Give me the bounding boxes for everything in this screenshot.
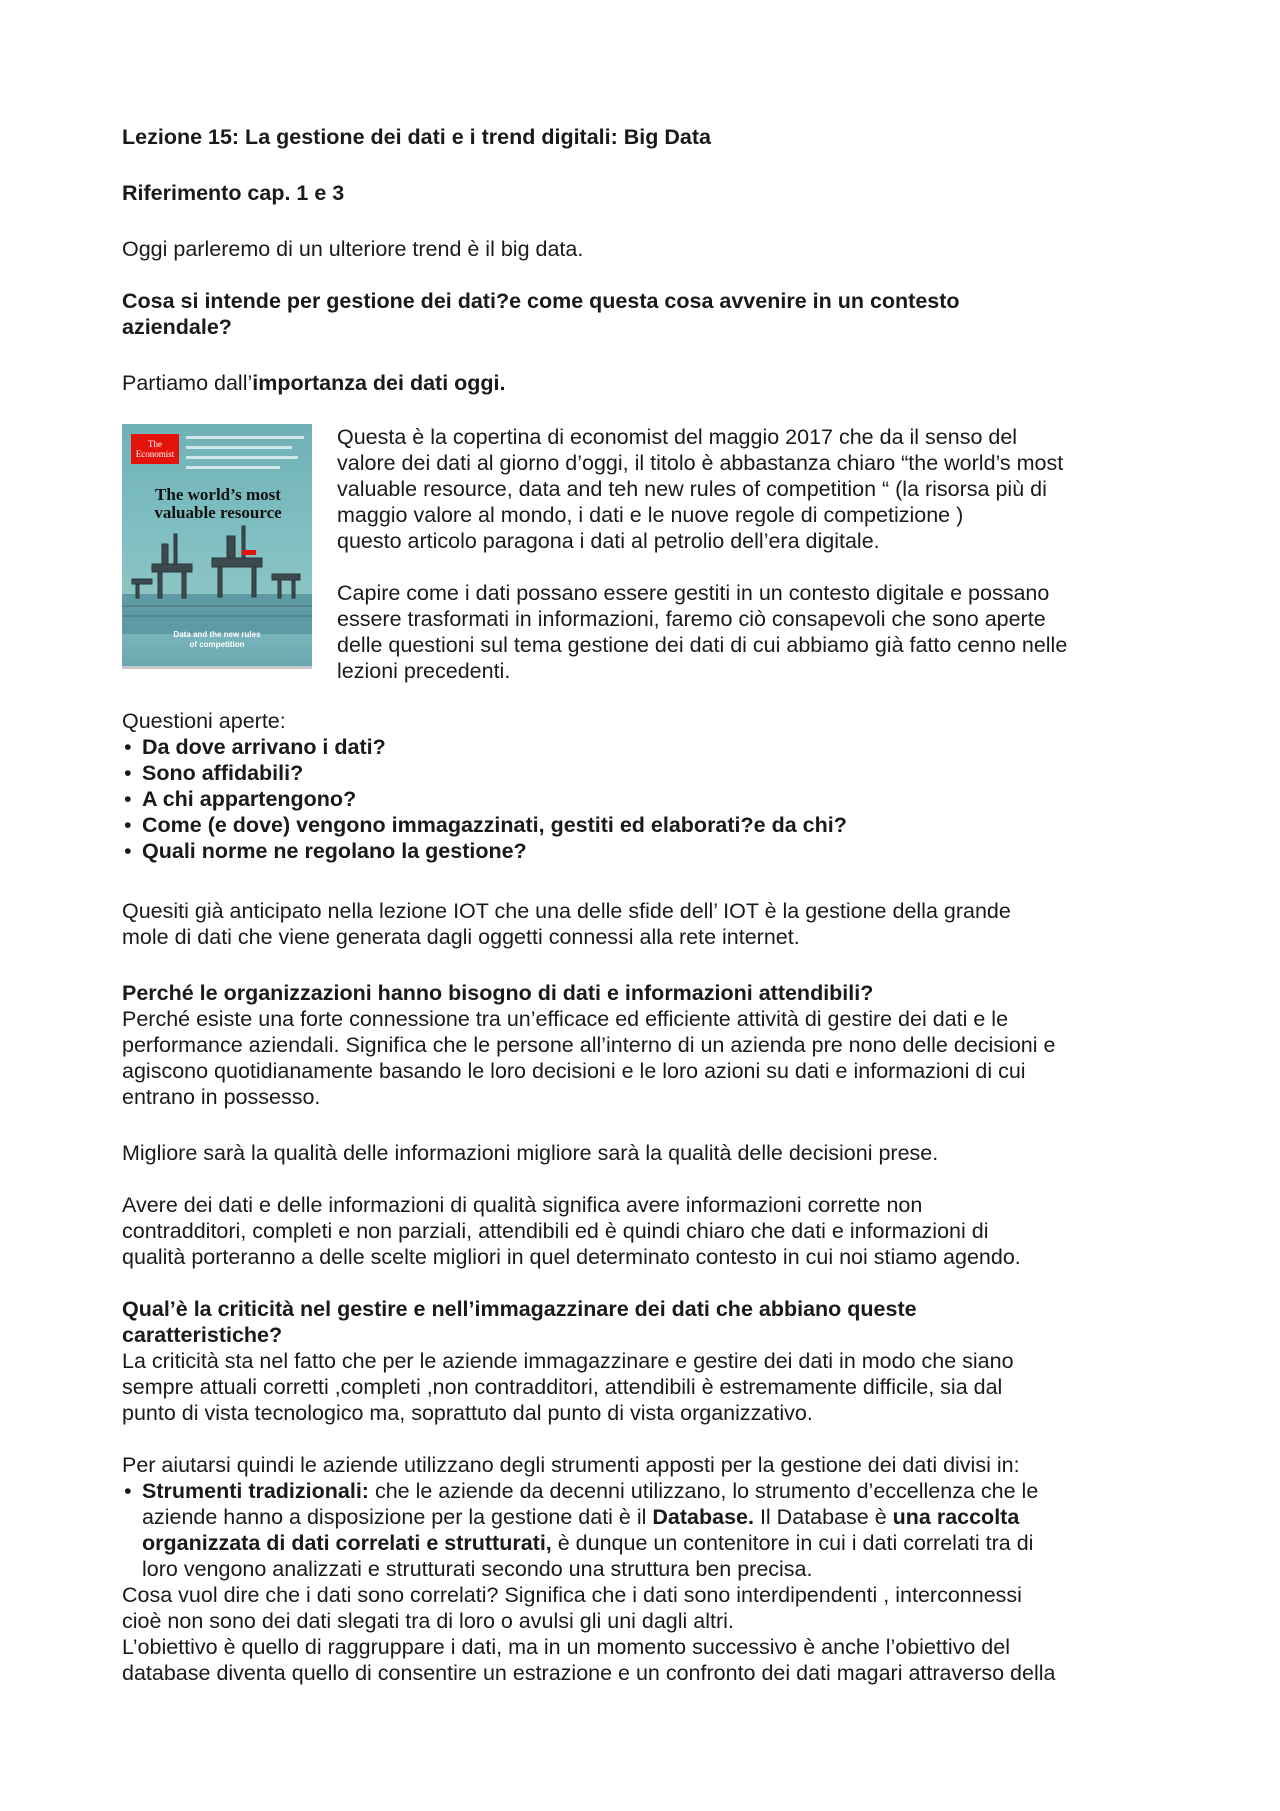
quality-paragraph: Avere dei dati e delle informazioni di qualità significa avere informazioni corrette non contradditori, completi e non parziali, attendibili ed è quindi chiaro che dati e informazioni di qualità porteranno a delle scelte migliori in quel determinato contesto in cui noi stiamo agendo. — [122, 1193, 1021, 1269]
open-questions — [122, 708, 1182, 864]
criticality-heading: Qual’è la criticità nel gestire e nell’immagazzinare dei dati che abbiano queste — [122, 1297, 917, 1321]
lesson-title: Lezione 15: La gestione dei dati e i trend digitali: Big Data — [122, 125, 711, 149]
question-data-management: Cosa si intende per gestione dei dati?e come questa cosa avvenire in un contesto aziendale? — [122, 289, 960, 339]
economist-cover-image — [122, 424, 312, 669]
economist-cover-paragraph: Questa è la copertina di economist del maggio 2017 che da il senso del valore dei dati al giorno d’oggi, il titolo è abbastanza chiaro “the world’s most valuable resource, data and teh new rules of competition “ (la risorsa più di maggio valore al mondo, i dati e le nuove regole di competizione ) questo articolo paragona i dati al petrolio dell’era digitale. — [337, 425, 1064, 553]
tools-list — [122, 1478, 1182, 1582]
list-item: • Sono affidabili? — [122, 760, 1182, 786]
quality-line: Migliore sarà la qualità delle informazioni migliore sarà la qualità delle decisioni prese. — [122, 1141, 939, 1165]
tools-section: Per aiutarsi quindi le aziende utilizzano degli strumenti apposti per la gestione dei dati divisi in: • Strumenti tradizionali: che le aziende da decenni utilizzano, lo strumento d’eccellenza che le aziende hanno a disposizione per la gestione dati è il Database. Il Database è una raccolta organizzata di dati correlati e strutturati, è dunque un contenitore in cui i dati correlati tra di loro vengono analizzati e strutturati secondo una struttura ben precisa. Cosa vuol dire che i dati sono correlati? Significa che i dati sono interdipendenti , interconnessi cioè non sono dei dati slegati tra di loro o avulsi gli uni dagli altri. L’obiettivo è quello di raggruppare i dati, ma in un momento successivo è anche l’obiettivo del database diventa quello di consentire un estrazione e un confronto dei dati magari attraverso della — [122, 1452, 1182, 1686]
list-item: • Quali norme ne regolano la gestione? — [122, 838, 1182, 864]
list-item: • A chi appartengono? — [122, 786, 1182, 812]
cover-headline: The world’s most valuable resource — [154, 485, 282, 522]
list-item: • Da dove arrivano i dati? — [122, 734, 1182, 760]
criticality-section: Qual’è la criticità nel gestire e nell’immagazzinare dei dati che abbiano queste caratteristiche? La criticità sta nel fatto che per le aziende immagazzinare e gestire dei dati in modo che siano sempre attuali corretti ,completi ,non contradditori, attendibili è estremamente difficile, sia dal punto di vista tecnologico ma, soprattuto dal punto di vista organizzativo. — [122, 1296, 1182, 1426]
open-questions-list — [122, 734, 1182, 864]
why-section: Perché le organizzazioni hanno bisogno di dati e informazioni attendibili? Perché esiste una forte connessione tra un’efficace ed efficiente attività di gestire dei dati e le performance aziendali. Significa che le persone all’interno di un azienda pre nono delle decisioni e agiscono quotidianamente basando le loro decisioni e le loro azioni su dati e informazioni di cui entrano in possesso. — [122, 980, 1182, 1110]
economist-logo: The Economist — [131, 434, 179, 464]
importance-line: Partiamo dall’importanza dei dati oggi. — [122, 371, 506, 395]
list-item: • Strumenti tradizionali: che le aziende da decenni utilizzano, lo strumento d’eccellenza che le aziende hanno a disposizione per la gestione dati è il Database. Il Database è una raccolta organizzata di dati correlati e strutturati, è dunque un contenitore in cui i dati correlati tra di loro vengono analizzati e strutturati secondo una struttura ben precisa. — [122, 1478, 1182, 1582]
cover-teaser-lines — [186, 436, 304, 476]
chapter-reference: Riferimento cap. 1 e 3 — [122, 181, 345, 205]
iot-paragraph: Quesiti già anticipato nella lezione IOT che una delle sfide dell’ IOT è la gestione della grande mole di dati che viene generata dagli oggetti connessi alla rete internet. — [122, 899, 1011, 949]
cover-subtitle: Data and the new rules of competition — [173, 630, 261, 649]
list-item: • Come (e dove) vengono immagazzinati, gestiti ed elaborati?e da chi? — [122, 812, 1182, 838]
tools-intro: Per aiutarsi quindi le aziende utilizzano degli strumenti apposti per la gestione dei dati divisi in: — [122, 1453, 1020, 1477]
data-management-paragraph: Capire come i dati possano essere gestiti in un contesto digitale e possano essere trasformati in informazioni, faremo ciò consapevoli che sono aperte delle questioni sul tema gestione dei dati di cui abbiamo già fatto cenno nelle lezioni precedenti. — [337, 581, 1068, 683]
oil-rigs-illustration — [122, 524, 312, 634]
why-heading: Perché le organizzazioni hanno bisogno di dati e informazioni attendibili? — [122, 981, 874, 1005]
intro-paragraph: Oggi parleremo di un ulteriore trend è il big data. — [122, 237, 584, 261]
open-questions-label: Questioni aperte: — [122, 709, 286, 733]
